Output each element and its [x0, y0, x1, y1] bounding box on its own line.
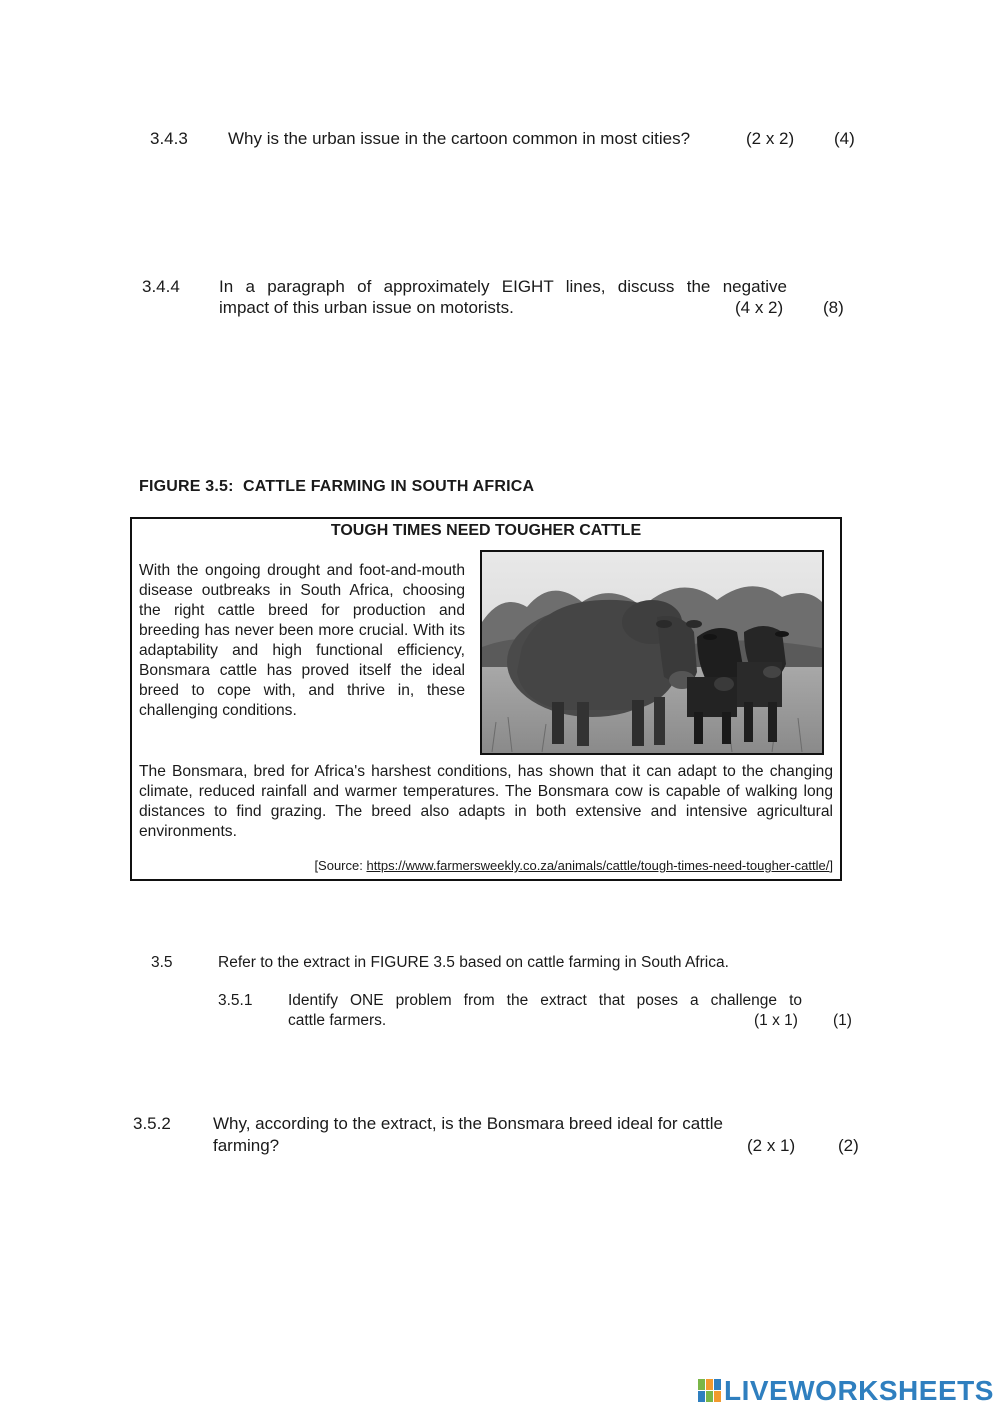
mark-calculation: (2 x 1) [747, 1136, 796, 1155]
question-text-line1: Why, according to the extract, is the Bonsmara breed ideal for cattle [213, 1114, 723, 1133]
mark-calculation: (2 x 2) [746, 129, 795, 148]
source-link[interactable]: https://www.farmersweekly.co.za/animals/cattle/tough-times-need-tougher-cattle/ [366, 858, 830, 873]
article-paragraph-2: The Bonsmara, bred for Africa's harshest conditions, has shown that it can adapt to the changing climate, reduced rainfall and warmer temperatures. The Bonsmara cow is capable of walking long distances to find grazing. The breed also adapts in both extensive and intensive agricultural environments. [139, 763, 833, 840]
cattle-photo-illustration [482, 552, 822, 753]
liveworksheets-branding[interactable] [698, 1375, 994, 1407]
source-prefix: [Source: [314, 858, 367, 873]
question-text-line1: In a paragraph of approximately EIGHT lines, discuss the negative [219, 277, 787, 296]
mark-calculation: (4 x 2) [735, 298, 784, 317]
brand-name: LIVEWORKSHEETS [724, 1375, 994, 1406]
source-citation [314, 858, 833, 873]
liveworksheets-logo-icon [698, 1379, 722, 1403]
article-headline: TOUGH TIMES NEED TOUGHER CATTLE [330, 522, 642, 539]
question-text-line2: impact of this urban issue on motorists. [219, 298, 514, 317]
question-number: 3.5.1 [218, 992, 253, 1009]
question-text-line2: farming? [213, 1136, 280, 1155]
question-number: 3.5 [151, 954, 173, 971]
question-number: 3.4.4 [142, 277, 180, 296]
figure-title: FIGURE 3.5: CATTLE FARMING IN SOUTH AFRICA [139, 478, 535, 495]
mark-total: (8) [823, 298, 844, 317]
cattle-photo [480, 550, 824, 755]
article-paragraph-1: With the ongoing drought and foot-and-mouth disease outbreaks in South Africa, choosing the right cattle breed for production and breeding has never been more crucial. With its adaptability and high functional efficiency, Bonsmara cattle has proved itself the ideal breed to cope with, and thrive in, these challenging conditions. [139, 562, 465, 719]
source-suffix: ] [829, 858, 833, 873]
question-text-line2: cattle farmers. [288, 1012, 387, 1029]
mark-calculation: (1 x 1) [754, 1012, 798, 1029]
question-text-line1: Identify ONE problem from the extract that poses a challenge to [288, 992, 802, 1009]
figure-box [130, 517, 842, 881]
mark-total: (1) [833, 1012, 852, 1029]
mark-total: (2) [838, 1136, 859, 1155]
question-text: Why is the urban issue in the cartoon common in most cities? [228, 129, 691, 148]
question-text: Refer to the extract in FIGURE 3.5 based on cattle farming in South Africa. [218, 954, 729, 971]
question-number: 3.5.2 [133, 1114, 171, 1133]
mark-total: (4) [834, 129, 855, 148]
question-number: 3.4.3 [150, 129, 188, 148]
